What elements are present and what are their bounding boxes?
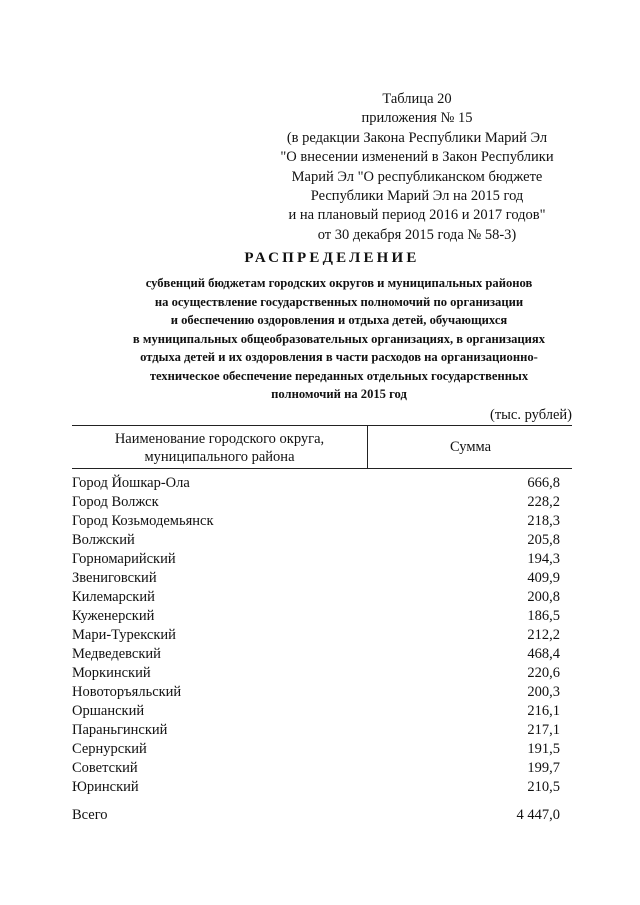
amount-value: 217,1 (527, 722, 560, 738)
district-name: Город Йошкар-Ола (72, 475, 190, 491)
district-name: Город Козьмодемьянск (72, 513, 214, 529)
subtitle-line: полномочий на 2015 год (271, 387, 407, 401)
table-row (72, 721, 572, 740)
table-header (72, 425, 572, 469)
amount-value: 409,9 (527, 570, 560, 586)
table-body (72, 474, 572, 797)
total-label: Всего (72, 807, 108, 823)
table-row (72, 512, 572, 531)
table-row (72, 683, 572, 702)
appendix-heading (252, 90, 582, 245)
amount-value: 205,8 (527, 532, 560, 548)
table-row (72, 531, 572, 550)
district-name: Мари-Турекский (72, 627, 176, 643)
heading-line: приложения № 15 (361, 110, 473, 127)
document-title: РАСПРЕДЕЛЕНИЕ (244, 250, 420, 266)
total-value: 4 447,0 (516, 807, 560, 823)
heading-line: и на плановый период 2016 и 2017 годов" (288, 207, 546, 224)
table-row (72, 759, 572, 778)
table-row (72, 569, 572, 588)
district-name: Юринский (72, 779, 139, 795)
units-label: (тыс. рублей) (490, 407, 572, 423)
district-name: Новоторъяльский (72, 684, 182, 700)
heading-line: "О внесении изменений в Закон Республики (280, 149, 554, 166)
amount-value: 191,5 (527, 741, 560, 757)
table-row (72, 550, 572, 569)
district-name: Сернурский (72, 741, 147, 757)
table-row (72, 778, 572, 797)
amount-value: 194,3 (527, 551, 560, 567)
district-name: Медведевский (72, 646, 161, 662)
amount-value: 212,2 (527, 627, 560, 643)
subtitle-line: на осуществление государственных полномочий по организации (154, 294, 524, 309)
table-row (72, 588, 572, 607)
district-name: Куженерский (72, 608, 155, 624)
table-row (72, 474, 572, 493)
district-name: Моркинский (72, 665, 151, 681)
district-name: Звениговский (72, 570, 157, 586)
subtitle-line: техническое обеспечение переданных отдельных государственных (149, 368, 529, 383)
header-sum-column: Сумма (449, 439, 492, 455)
header-name-line: муниципального района (144, 449, 295, 465)
amount-value: 228,2 (527, 494, 560, 510)
district-name: Советский (72, 760, 138, 776)
document-subtitle (0, 274, 640, 404)
heading-line: от 30 декабря 2015 года № 58-3) (317, 226, 517, 243)
heading-line: (в редакции Закона Республики Марий Эл (286, 129, 548, 146)
table-row (72, 664, 572, 683)
subtitle-line: и обеспечению оздоровления и отдыха детей, обучающихся (170, 313, 508, 327)
amount-value: 468,4 (527, 646, 560, 662)
table-row (72, 740, 572, 759)
amount-value: 200,8 (527, 589, 560, 605)
amount-value: 186,5 (527, 608, 560, 624)
amount-value: 210,5 (527, 779, 560, 795)
table-row (72, 702, 572, 721)
heading-line: Таблица 20 (382, 91, 452, 107)
district-name: Оршанский (72, 703, 145, 719)
table-row (72, 607, 572, 626)
table-row (72, 493, 572, 512)
heading-line: Марий Эл "О республиканском бюджете (291, 168, 543, 185)
header-name-column (72, 426, 368, 468)
district-name: Параньгинский (72, 722, 168, 738)
district-name: Волжский (72, 532, 135, 548)
district-name: Город Волжск (72, 494, 159, 510)
amount-value: 216,1 (527, 703, 560, 719)
amount-value: 218,3 (527, 513, 560, 529)
table-row (72, 626, 572, 645)
subtitle-line: субвенций бюджетам городских округов и муниципальных районов (145, 276, 533, 290)
amount-value: 200,3 (527, 684, 560, 700)
district-name: Килемарский (72, 589, 155, 605)
district-name: Горномарийский (72, 551, 176, 567)
subtitle-line: в муниципальных общеобразовательных организациях, в организациях (132, 331, 546, 346)
heading-line: Республики Марий Эл на 2015 год (310, 188, 524, 205)
subtitle-line: отдыха детей и их оздоровления в части расходов на организационно- (140, 350, 538, 364)
amount-value: 220,6 (527, 665, 560, 681)
total-row (72, 806, 572, 825)
amount-value: 199,7 (527, 760, 560, 776)
amount-value: 666,8 (527, 475, 560, 491)
table-row (72, 645, 572, 664)
header-name-line: Наименование городского округа, (114, 431, 325, 447)
